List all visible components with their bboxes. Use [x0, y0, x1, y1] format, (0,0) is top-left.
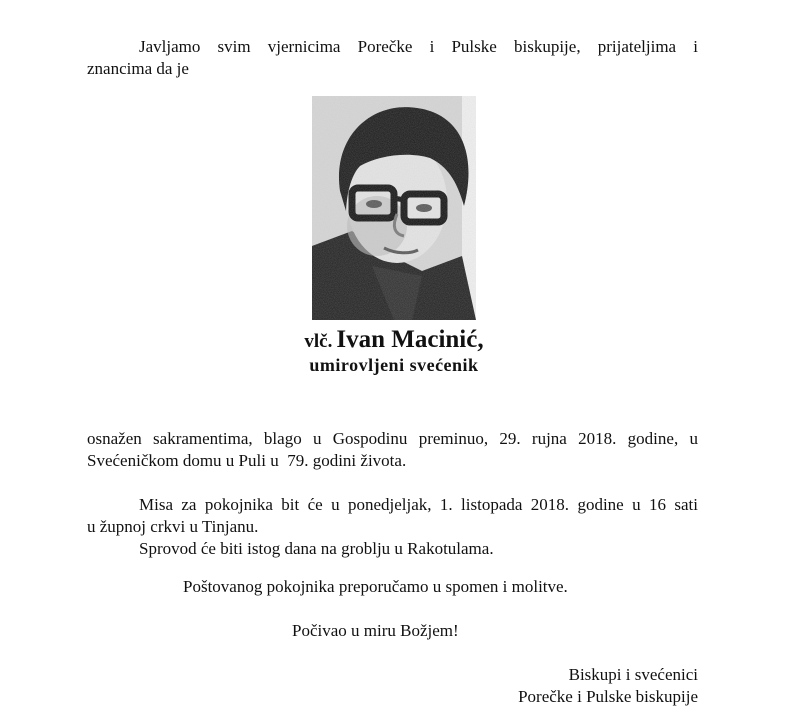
death-notice-line-1: osnažen sakramentima, blago u Gospodinu preminuo, 29. rujna 2018. godine, u: [87, 429, 698, 448]
deceased-name: Ivan Macinić,: [336, 326, 484, 353]
deceased-role: umirovljeni svećenik: [309, 355, 479, 375]
mass-line-1: Misa za pokojnika bit će u ponedjeljak, 1. listopada 2018. godine u 16 sati: [139, 495, 698, 514]
deceased-name-line: [0, 326, 788, 354]
signature-line-1: Biskupi i svećenici: [568, 665, 698, 684]
burial-line: Sprovod će biti istog dana na groblju u Rakotulama.: [139, 539, 494, 558]
intro-line-1: Javljamo svim vjernicima Porečke i Pulske biskupije, prijateljima i: [139, 37, 698, 56]
portrait-photo: [312, 96, 476, 320]
portrait-image: [312, 96, 476, 320]
signature: [518, 664, 698, 708]
prayer-text: Poštovanog pokojnika preporučamo u spomen i molitve.: [183, 577, 568, 596]
rest-in-peace-text: Počivao u miru Božjem!: [292, 621, 459, 640]
intro-line-2: znancima da je: [87, 59, 189, 78]
signature-line-2: Porečke i Pulske biskupije: [518, 687, 698, 706]
clergy-title: vlč.: [304, 331, 333, 352]
death-notice-line-2: Svećeničkom domu u Puli u 79. godini života.: [87, 451, 407, 470]
mass-line-2: u župnoj crkvi u Tinjanu.: [87, 517, 259, 536]
